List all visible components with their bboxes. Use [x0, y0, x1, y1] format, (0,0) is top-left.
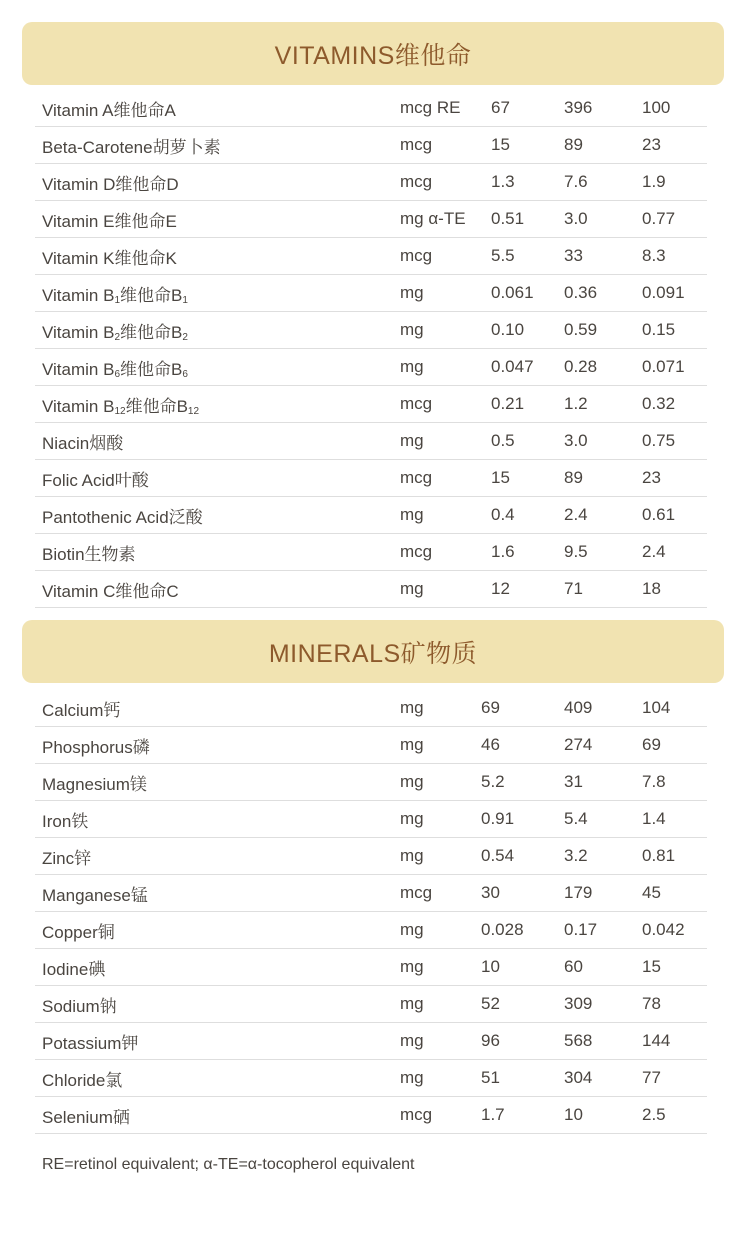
nutrient-value-2: 2.4 [564, 497, 642, 534]
nutrient-value-2: 31 [564, 764, 642, 801]
nutrient-name: Potassium钾 [35, 1023, 400, 1060]
nutrient-name-part: 维他命B [120, 359, 183, 379]
table-row [35, 238, 707, 275]
table-row [35, 912, 707, 949]
vitamins-section-title: VITAMINS维他命 [22, 22, 724, 85]
nutrient-name [35, 349, 400, 386]
nutrient-unit: mg [400, 838, 481, 875]
nutrient-unit: mg [400, 986, 481, 1023]
nutrient-unit: mcg [400, 1097, 481, 1134]
nutrient-unit: mg [400, 571, 491, 608]
nutrient-unit: mg [400, 801, 481, 838]
nutrient-value-3: 0.32 [642, 386, 707, 423]
nutrient-value-1: 46 [481, 727, 564, 764]
table-row [35, 838, 707, 875]
nutrient-name: Vitamin K维他命K [35, 238, 400, 275]
nutrient-unit: mcg [400, 164, 491, 201]
table-row [35, 764, 707, 801]
nutrient-value-1: 1.6 [491, 534, 564, 571]
nutrient-value-2: 0.36 [564, 275, 642, 312]
nutrient-name: Iodine碘 [35, 949, 400, 986]
nutrient-value-2: 10 [564, 1097, 642, 1134]
nutrient-name: Zinc锌 [35, 838, 400, 875]
nutrient-name: Vitamin E维他命E [35, 201, 400, 238]
nutrient-value-2: 3.2 [564, 838, 642, 875]
nutrient-unit: mg [400, 349, 491, 386]
nutrient-value-2: 309 [564, 986, 642, 1023]
nutrient-unit: mg [400, 497, 491, 534]
subscript: 1 [182, 294, 188, 306]
nutrient-name: Magnesium镁 [35, 764, 400, 801]
nutrient-value-2: 3.0 [564, 201, 642, 238]
minerals-table [35, 690, 707, 1134]
nutrient-value-3: 45 [642, 875, 707, 912]
nutrient-name: Biotin生物素 [35, 534, 400, 571]
subscript: 6 [114, 368, 121, 380]
nutrient-value-3: 69 [642, 727, 707, 764]
nutrient-name-part: 维他命B [125, 396, 188, 416]
subscript: 6 [182, 368, 188, 380]
nutrient-value-1: 15 [491, 460, 564, 497]
nutrient-unit: mcg [400, 238, 491, 275]
nutrient-value-1: 30 [481, 875, 564, 912]
table-row [35, 727, 707, 764]
nutrient-name [35, 312, 400, 349]
nutrient-value-3: 0.61 [642, 497, 707, 534]
nutrient-unit: mg [400, 1060, 481, 1097]
nutrient-name: Sodium钠 [35, 986, 400, 1023]
nutrient-value-1: 1.3 [491, 164, 564, 201]
table-row [35, 949, 707, 986]
nutrient-value-3: 2.4 [642, 534, 707, 571]
subscript: 2 [114, 331, 121, 343]
nutrient-value-1: 15 [491, 127, 564, 164]
nutrient-value-1: 0.51 [491, 201, 564, 238]
nutrient-value-3: 77 [642, 1060, 707, 1097]
nutrient-value-2: 396 [564, 90, 642, 127]
nutrient-value-3: 0.042 [642, 912, 707, 949]
nutrient-value-3: 15 [642, 949, 707, 986]
nutrient-value-1: 96 [481, 1023, 564, 1060]
nutrient-unit: mcg [400, 386, 491, 423]
nutrient-unit: mg [400, 912, 481, 949]
nutrient-value-3: 0.75 [642, 423, 707, 460]
nutrient-name [35, 275, 400, 312]
table-row [35, 497, 707, 534]
nutrient-value-3: 18 [642, 571, 707, 608]
subscript: 12 [114, 405, 126, 417]
nutrient-value-2: 568 [564, 1023, 642, 1060]
nutrient-value-3: 8.3 [642, 238, 707, 275]
nutrient-value-2: 33 [564, 238, 642, 275]
nutrient-value-2: 9.5 [564, 534, 642, 571]
nutrient-value-3: 1.9 [642, 164, 707, 201]
nutrient-value-2: 89 [564, 127, 642, 164]
nutrient-unit: mg [400, 764, 481, 801]
nutrient-name: Copper铜 [35, 912, 400, 949]
nutrient-unit: mg α-TE [400, 201, 491, 238]
nutrient-name-part: Vitamin B [42, 285, 115, 305]
nutrient-unit: mg [400, 275, 491, 312]
table-row [35, 201, 707, 238]
table-row [35, 127, 707, 164]
table-row [35, 164, 707, 201]
nutrient-unit: mcg RE [400, 90, 491, 127]
nutrient-unit: mcg [400, 460, 491, 497]
nutrient-name-part: Vitamin B [42, 359, 115, 379]
nutrient-name: Iron铁 [35, 801, 400, 838]
nutrient-name: Vitamin C维他命C [35, 571, 400, 608]
nutrient-value-2: 274 [564, 727, 642, 764]
nutrient-value-1: 0.21 [491, 386, 564, 423]
nutrient-value-2: 1.2 [564, 386, 642, 423]
nutrient-name-part: 维他命B [120, 322, 183, 342]
nutrient-name: Vitamin A维他命A [35, 90, 400, 127]
nutrient-value-1: 0.047 [491, 349, 564, 386]
nutrient-name: Vitamin D维他命D [35, 164, 400, 201]
table-row [35, 801, 707, 838]
nutrient-value-1: 12 [491, 571, 564, 608]
nutrient-value-3: 0.091 [642, 275, 707, 312]
nutrient-name: Manganese锰 [35, 875, 400, 912]
nutrient-unit: mcg [400, 127, 491, 164]
nutrient-name: Niacin烟酸 [35, 423, 400, 460]
table-row [35, 90, 707, 127]
nutrient-value-2: 0.59 [564, 312, 642, 349]
table-row [35, 386, 707, 423]
nutrient-value-3: 0.81 [642, 838, 707, 875]
nutrient-value-3: 0.77 [642, 201, 707, 238]
subscript: 12 [187, 405, 200, 417]
subscript: 1 [114, 294, 121, 306]
nutrient-value-1: 51 [481, 1060, 564, 1097]
nutrient-name: Chloride氯 [35, 1060, 400, 1097]
nutrient-value-2: 60 [564, 949, 642, 986]
nutrient-value-1: 5.5 [491, 238, 564, 275]
nutrient-value-2: 0.17 [564, 912, 642, 949]
nutrient-name: Beta-Carotene胡萝卜素 [35, 127, 400, 164]
nutrient-name: Phosphorus磷 [35, 727, 400, 764]
subscript: 2 [182, 331, 188, 343]
table-row [35, 1023, 707, 1060]
nutrient-value-2: 7.6 [564, 164, 642, 201]
table-row [35, 1097, 707, 1134]
nutrient-name-part: 维他命B [120, 285, 183, 305]
table-row [35, 1060, 707, 1097]
nutrient-unit: mg [400, 949, 481, 986]
table-row [35, 875, 707, 912]
table-row [35, 986, 707, 1023]
nutrient-unit: mg [400, 727, 481, 764]
nutrient-name: Folic Acid叶酸 [35, 460, 400, 497]
nutrient-value-3: 0.071 [642, 349, 707, 386]
nutrient-value-1: 67 [491, 90, 564, 127]
table-row [35, 571, 707, 608]
nutrient-value-2: 0.28 [564, 349, 642, 386]
nutrient-value-1: 5.2 [481, 764, 564, 801]
nutrient-value-3: 78 [642, 986, 707, 1023]
vitamins-table [35, 90, 707, 608]
footnote: RE=retinol equivalent; α-TE=α-tocopherol equivalent [42, 1156, 415, 1173]
nutrient-unit: mcg [400, 534, 491, 571]
nutrient-value-1: 0.10 [491, 312, 564, 349]
nutrient-value-1: 69 [481, 690, 564, 727]
nutrient-value-3: 0.15 [642, 312, 707, 349]
table-row [35, 312, 707, 349]
table-row [35, 423, 707, 460]
nutrient-name-part: Vitamin B [42, 322, 115, 342]
nutrient-unit: mcg [400, 875, 481, 912]
nutrient-value-1: 1.7 [481, 1097, 564, 1134]
nutrient-value-1: 10 [481, 949, 564, 986]
nutrient-name: Pantothenic Acid泛酸 [35, 497, 400, 534]
nutrient-unit: mg [400, 690, 481, 727]
nutrient-name: Calcium钙 [35, 690, 400, 727]
nutrient-name: Selenium硒 [35, 1097, 400, 1134]
nutrient-value-2: 5.4 [564, 801, 642, 838]
nutrient-value-3: 104 [642, 690, 707, 727]
nutrient-value-3: 23 [642, 460, 707, 497]
nutrient-value-3: 23 [642, 127, 707, 164]
nutrient-unit: mg [400, 423, 491, 460]
nutrient-value-1: 0.4 [491, 497, 564, 534]
nutrient-name [35, 386, 400, 423]
table-row [35, 349, 707, 386]
nutrient-value-2: 304 [564, 1060, 642, 1097]
table-row [35, 275, 707, 312]
nutrient-value-2: 3.0 [564, 423, 642, 460]
nutrient-value-1: 0.061 [491, 275, 564, 312]
table-row [35, 534, 707, 571]
nutrient-value-1: 52 [481, 986, 564, 1023]
nutrient-value-2: 179 [564, 875, 642, 912]
nutrient-value-1: 0.028 [481, 912, 564, 949]
nutrient-value-3: 144 [642, 1023, 707, 1060]
minerals-section-title: MINERALS矿物质 [22, 620, 724, 683]
nutrient-value-2: 409 [564, 690, 642, 727]
nutrient-value-1: 0.91 [481, 801, 564, 838]
nutrient-value-3: 2.5 [642, 1097, 707, 1134]
nutrient-value-2: 89 [564, 460, 642, 497]
nutrient-value-2: 71 [564, 571, 642, 608]
nutrient-unit: mg [400, 312, 491, 349]
nutrient-value-1: 0.5 [491, 423, 564, 460]
table-row [35, 690, 707, 727]
nutrient-value-1: 0.54 [481, 838, 564, 875]
nutrient-value-3: 100 [642, 90, 707, 127]
nutrient-value-3: 1.4 [642, 801, 707, 838]
table-row [35, 460, 707, 497]
nutrient-name-part: Vitamin B [42, 396, 115, 416]
nutrient-unit: mg [400, 1023, 481, 1060]
nutrient-value-3: 7.8 [642, 764, 707, 801]
